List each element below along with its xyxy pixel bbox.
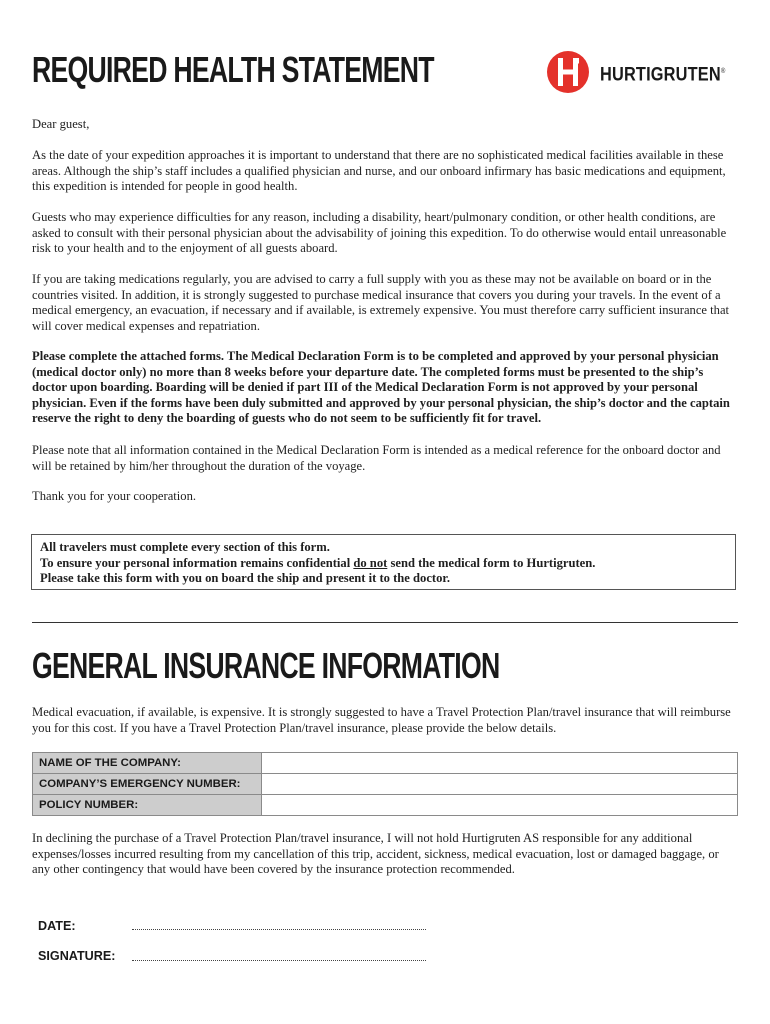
table-row — [33, 753, 738, 774]
company-name-field[interactable] — [262, 753, 738, 774]
insurance-details-table — [32, 752, 738, 816]
declining-statement: In declining the purchase of a Travel Protection Plan/travel insurance, I will not hold Hurtigruten AS responsible for any additional expenses/losses incurred resulting from my cancellation of this trip, accident, sickness, medical evacuation, lost or damaged baggage, or any other contingency that would have been covered by the insurance protection recommended. — [32, 831, 719, 877]
paragraph-facilities: As the date of your expedition approaches it is important to understand that there are no sophisticated medical facilities available in these areas. Although the ship’s staff includes a qualified physician and nurse, and our onboard infirmary has basic medications and equipment, this expedition is intended for people in good health. — [32, 148, 726, 194]
table-row — [33, 774, 738, 795]
table-row — [33, 795, 738, 816]
page-title: REQUIRED HEALTH STATEMENT — [32, 49, 434, 90]
hurtigruten-logo — [546, 48, 738, 96]
paragraph-health-conditions: Guests who may experience difficulties for any reason, including a disability, heart/pulmonary condition, or other health conditions, are asked to consult with their personal physician about the advisability of joining this expedition. To do otherwise would entail unreasonable risk to your health and to the enjoyment of all guests aboard. — [32, 210, 727, 256]
signature-field[interactable] — [132, 960, 426, 961]
notice-box — [31, 534, 736, 590]
emergency-number-label: COMPANY’S EMERGENCY NUMBER: — [33, 774, 262, 795]
insurance-section-title: GENERAL INSURANCE INFORMATION — [32, 645, 500, 686]
paragraph-forms-instructions: Please complete the attached forms. The Medical Declaration Form is to be completed and approved by your personal physician (medical doctor only) no more than 8 weeks before your departure date. The completed forms must be presented to the ship’s doctor upon boarding. Boarding will be denied if part III of the Medical Declaration Form is not approved by your personal physician. Even if the forms have been duly submitted and approved by your personal physician, the ship’s doctor and the captain reserve the right to deny the boarding of guests who do not seem to be sufficiently fit for travel. — [32, 349, 730, 426]
notice-line-2: To ensure your personal information remains confidential do not send the medical form to Hurtigruten. — [40, 555, 596, 570]
policy-number-label: POLICY NUMBER: — [33, 795, 262, 816]
emergency-number-field[interactable] — [262, 774, 738, 795]
notice-line-1: All travelers must complete every section of this form. — [40, 540, 330, 554]
signature-label: SIGNATURE: — [38, 949, 116, 963]
paragraph-medications: If you are taking medications regularly, you are advised to carry a full supply with you as these may not be available on board or in the countries visited. In addition, it is strongly suggested to purchase medical insurance that covers you during your travels. In the event of a medical emergency, an evacuation, if necessary and if available, is extremely expensive. You must therefore carry sufficient insurance that will cover medical expenses and repatriation. — [32, 272, 730, 333]
notice-line-3: Please take this form with you on board the ship and present it to the doctor. — [40, 571, 451, 586]
company-name-label: NAME OF THE COMPANY: — [33, 753, 262, 774]
thank-you-line: Thank you for your cooperation. — [32, 489, 197, 503]
paragraph-confidentiality: Please note that all information contained in the Medical Declaration Form is intended as a medical reference for the onboard doctor and will be retained by him/her throughout the duration of the voyage. — [32, 443, 721, 473]
hurtigruten-logo-icon — [546, 50, 590, 94]
date-label: DATE: — [38, 919, 76, 933]
section-divider — [32, 622, 738, 623]
logo-wordmark: HURTIGRUTEN® — [600, 64, 726, 86]
insurance-intro: Medical evacuation, if available, is expensive. It is strongly suggested to have a Travel Protection Plan/travel insurance that will reimburse you for this cost. If you have a Travel Protection Plan/travel insurance, please provide the below details. — [32, 705, 731, 735]
policy-number-field[interactable] — [262, 795, 738, 816]
date-field[interactable] — [132, 929, 426, 930]
greeting: Dear guest, — [32, 117, 90, 131]
